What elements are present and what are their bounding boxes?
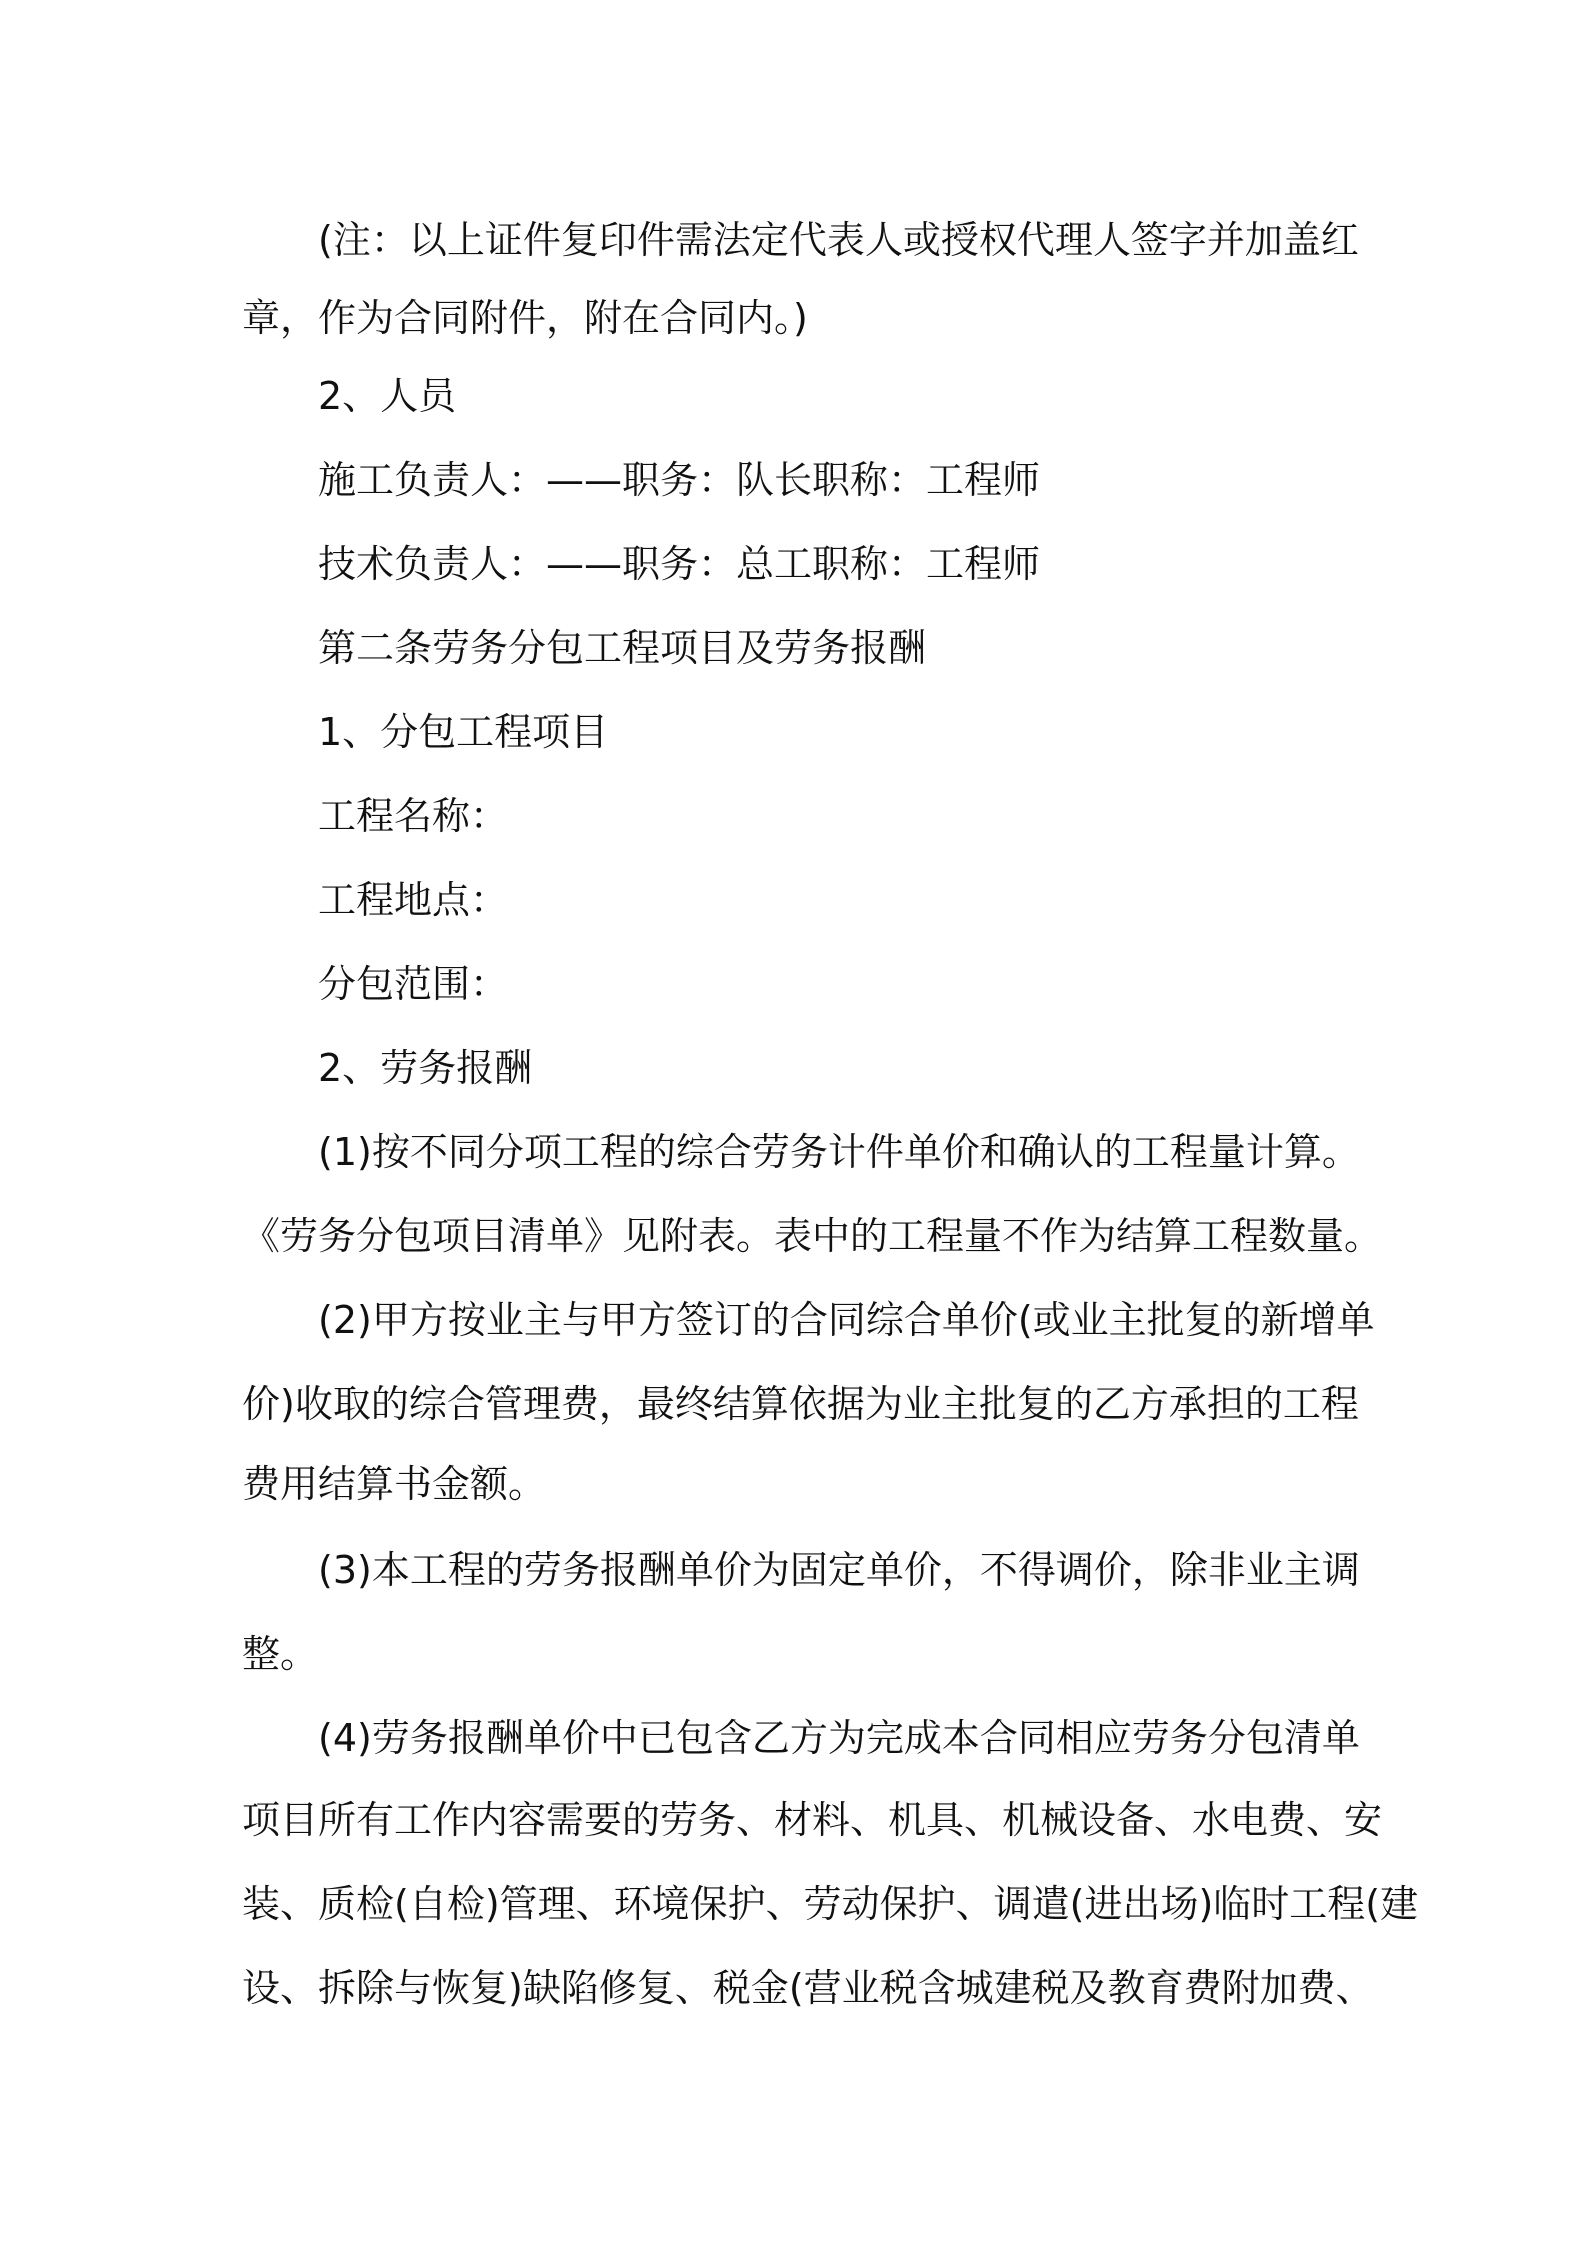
paragraph-4-line-1: (4)劳务报酬单价中已包含乙方为完成本合同相应劳务分包清单	[318, 1716, 1360, 1760]
paragraph-3-line-2: 整。	[242, 1632, 319, 1676]
paragraph-4-line-3: 装、质检(自检)管理、环境保护、劳动保护、调遣(进出场)临时工程(建	[242, 1882, 1419, 1926]
item-1-heading: 1、分包工程项目	[318, 710, 609, 754]
paragraph-1-line-2: 《劳务分包项目清单》见附表。表中的工程量不作为结算工程数量。	[242, 1214, 1383, 1258]
paragraph-3-line-1: (3)本工程的劳务报酬单价为固定单价，不得调价，除非业主调	[318, 1548, 1360, 1592]
note-line-1: (注：以上证件复印件需法定代表人或授权代理人签字并加盖红	[318, 218, 1359, 262]
subcontract-scope-field: 分包范围：	[318, 962, 509, 1006]
paragraph-4-line-2: 项目所有工作内容需要的劳务、材料、机具、机械设备、水电费、安	[242, 1798, 1383, 1842]
personnel-heading: 2、人员	[318, 374, 457, 418]
note-line-2: 章，作为合同附件，附在合同内。)	[242, 296, 808, 340]
paragraph-2-line-1: (2)甲方按业主与甲方签订的合同综合单价(或业主批复的新增单	[318, 1298, 1375, 1342]
technical-lead-line: 技术负责人：——职务：总工职称：工程师	[318, 542, 1041, 586]
paragraph-1-line-1: (1)按不同分项工程的综合劳务计件单价和确认的工程量计算。	[318, 1130, 1360, 1174]
paragraph-2-line-2: 价)收取的综合管理费，最终结算依据为业主批复的乙方承担的工程	[242, 1382, 1359, 1426]
article-2-title: 第二条劳务分包工程项目及劳务报酬	[318, 626, 927, 670]
project-name-field: 工程名称：	[318, 794, 509, 838]
project-location-field: 工程地点：	[318, 878, 509, 922]
item-2-heading: 2、劳务报酬	[318, 1046, 533, 1090]
paragraph-2-line-3: 费用结算书金额。	[242, 1462, 547, 1506]
paragraph-4-line-4: 设、拆除与恢复)缺陷修复、税金(营业税含城建税及教育费附加费、	[242, 1966, 1374, 2010]
construction-lead-line: 施工负责人：——职务：队长职称：工程师	[318, 458, 1041, 502]
